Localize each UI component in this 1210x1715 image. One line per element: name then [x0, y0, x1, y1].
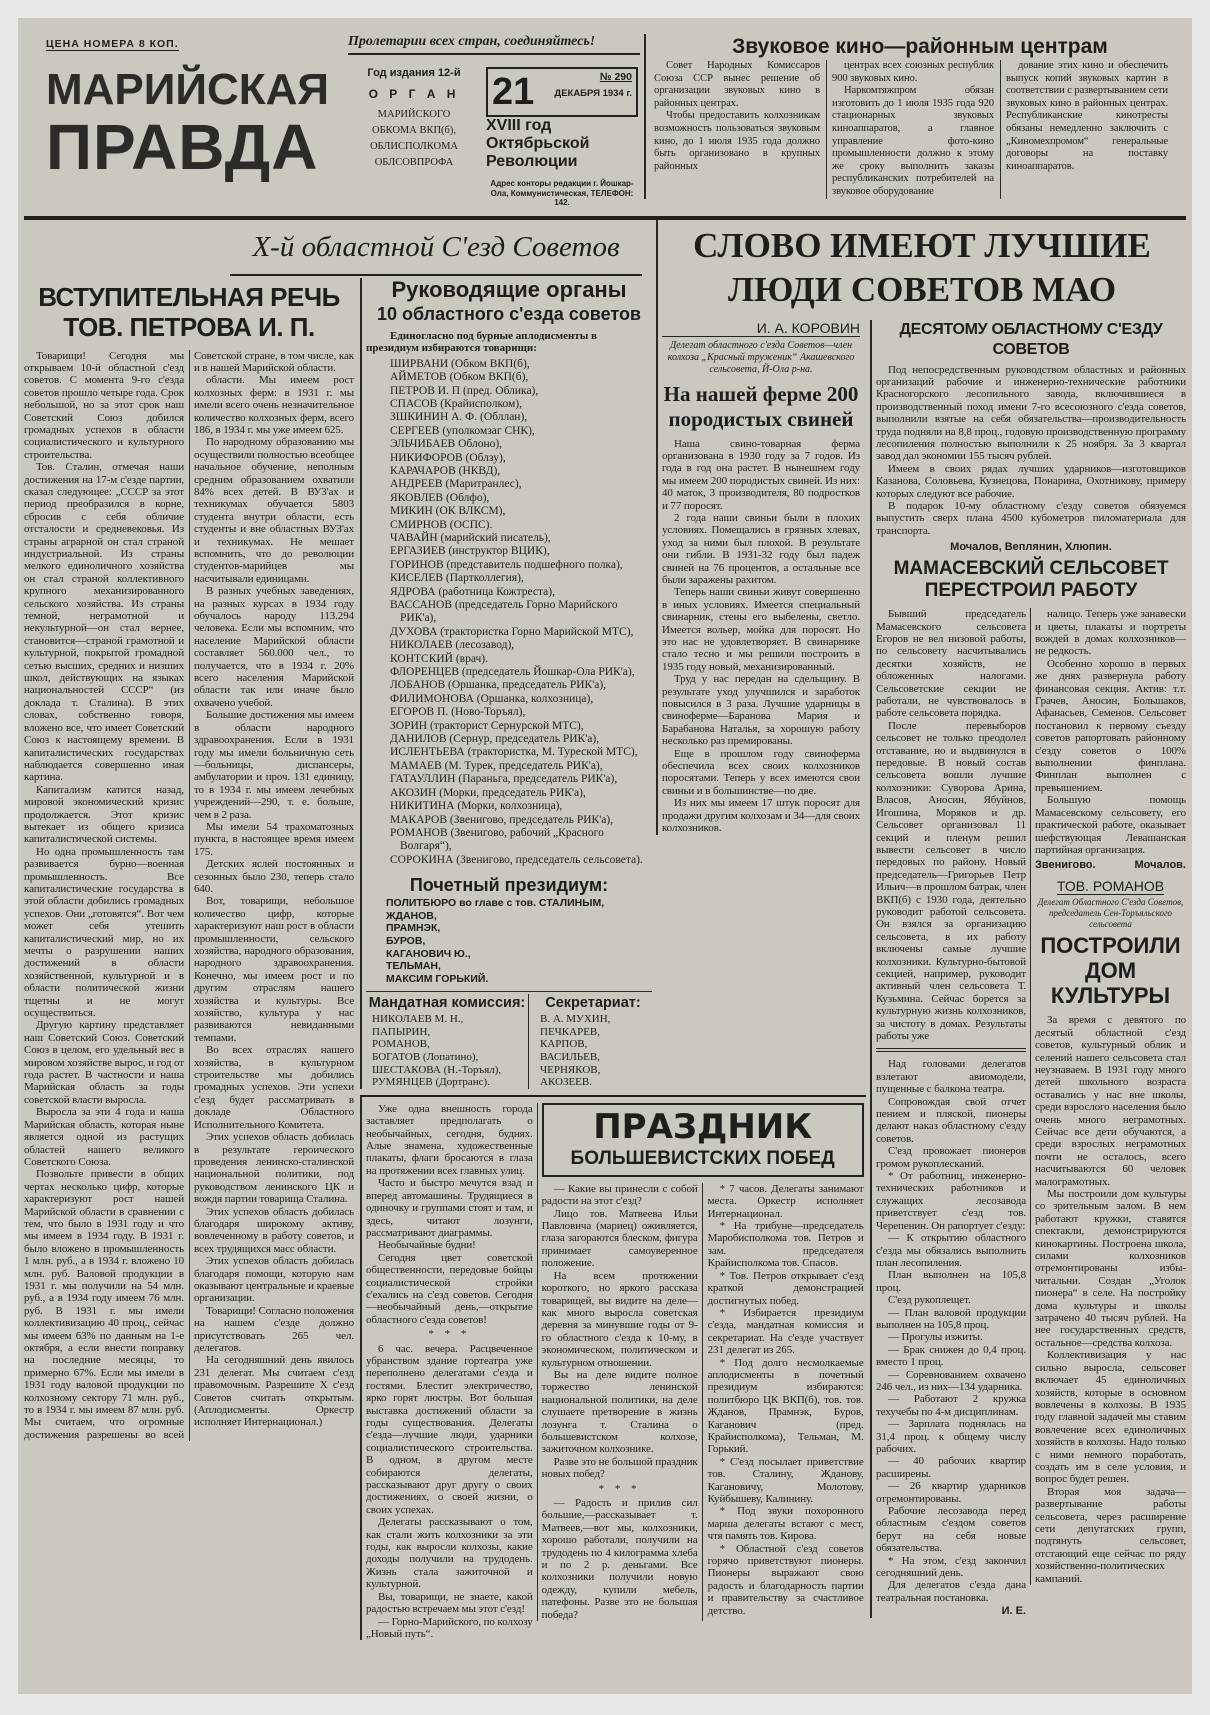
publication-year: Год издания 12-й	[367, 67, 461, 79]
revolution-year: XVIII год Октябрьской Революции	[486, 117, 590, 170]
honorary-presidium-list	[366, 897, 652, 985]
paragraph: Во всех отраслях нашего хозяйства, в культурном строительстве мы добились громадных успехов. Эти успехи с'езд будет рассматривать в докладе Областного Исполнительного Комитета.	[194, 1044, 354, 1131]
paragraph: Уже одна внешность города заставляет предполагать о необычайных, сегодня, буднях. Алые знамена, художественные плакаты, флаги бросаются в глаза на протяжении всех главных улиц.	[366, 1102, 533, 1177]
paragraph: — Горно-Марийского, по колхозу „Новый путь“.	[366, 1615, 533, 1640]
mamasevo-headline-line: МАМАСЕВСКИЙ СЕЛЬСОВЕТ	[893, 558, 1169, 580]
paragraph: План выполнен на 105,8 проц.	[876, 1269, 1026, 1294]
organs-headline	[366, 278, 652, 326]
paragraph: 2 года наши свиньи были в плохих условиях. Помещались в грязных хлевах, уход за ними был плохой. В результате они гибли. В 1931-32 году был падеж свиней на 76 процентов, а остальные все были заражены рахитом.	[662, 511, 860, 586]
paragraph: центрах всех союзных республик 900 звуковых кино.	[832, 60, 994, 84]
paragraph: После перевыборов сельсовет не только преодолел отставание, но и выдвинулся в передовые. В новый состав сельсовета вошли лучшие колхозники: Суворова Арина, Власов, Аносин, Ябуйнов, Игошина, Моряков и др. Сельсовет организовал 11 секций и пленум решил вывести сельсовет в число передовых по району. Новый председатель—Григорьев Петр Ильич—в прошлом батрак, член ВКП(б) с 1930 года, деятельно руководит работой сельсовета. Он взялся за организацию сельсовета, в их работу включены самые лучшие колхозники. Культурно-бытовой секцией, например, руководит активный член сельсовета Т. Кузьмина. Сейчас борется за культурную жизнь колхозников, за чистоту в домах. Результаты работы уже	[876, 719, 1027, 1042]
presidium-member: ЕГОРОВ П. (Ново-Торъял),	[390, 706, 526, 719]
publication-info	[348, 67, 480, 208]
secretariat-title: Секретариат:	[545, 995, 641, 1012]
paragraph: — Работают 2 кружка техучебы по 4-м дисциплинам.	[876, 1393, 1026, 1418]
editorial-address: Адрес конторы редакции г. Йошкар-Ола, Коммунистическая, ТЕЛЕФОН: 142.	[490, 179, 634, 207]
honorary-member: МАКСИМ ГОРЬКИЙ.	[386, 972, 489, 985]
culture-headline	[1035, 933, 1186, 1008]
presidium-member: НИКИФОРОВ (Облзу),	[390, 451, 506, 464]
paragraph: Выросла за эти 4 года и наша Марийская область, которая ныне является одной из растущих областей нашего великого Советского Союза.	[24, 1106, 184, 1168]
organ-label: О Р Г А Н	[368, 87, 460, 101]
presidium-member: КОНТСКИЙ (врач).	[390, 652, 488, 665]
organs-article	[366, 278, 652, 1089]
mandate-commission-list	[366, 1013, 528, 1089]
price-label: ЦЕНА НОМЕРА 8 КОП.	[46, 38, 179, 50]
speech-headline	[24, 282, 354, 342]
holiday-col-1	[542, 1183, 698, 1621]
paragraph: Вот, товарищи, небольшое количество цифр, которые характеризуют наш рост в области промышленности, сельского хозяйства, народного образования, народного здравоохранения. Конечно, мы имеем рост и по другим отраслям нашего хозяйства и культуры. Все хозяйство, культура у нас развиваются невиданными темпами.	[194, 895, 354, 1044]
organs-headline-line: Руководящие органы	[391, 276, 627, 302]
cinema-col-2	[826, 60, 994, 199]
paragraph: Вы, товарищи, не знаете, какой радостью встречаем мы этот с'езд!	[366, 1590, 533, 1616]
congress-banner: Х-й областной С'езд Советов	[230, 228, 642, 276]
paragraph: Еще в прошлом году свиноферма обеспечила всех своих колхозников поросятами. Теперь у всех имеются свои свиньи и в большинстве—по две.	[662, 747, 860, 797]
speech-headline-line: ТОВ. ПЕТРОВА И. П.	[63, 311, 315, 342]
mamasevo-col-1	[876, 608, 1026, 1042]
logo-line-1: МАРИЙСКАЯ	[46, 65, 330, 114]
logo-line-2: ПРАВДА	[46, 111, 319, 183]
presidium-member: ЯДРОВА (работница Кожтреста),	[390, 585, 555, 598]
paragraph: * Избирается президиум с'езда, мандатная комиссия и секретариат. На с'езде участвует 231 делегат из 265.	[707, 1306, 864, 1357]
speech-headline-line: ВСТУПИТЕЛЬНАЯ РЕЧЬ	[38, 281, 340, 312]
culture-headline-line: ПОСТРОИЛИ	[1040, 933, 1181, 959]
paragraph: Особенно хорошо в первых же днях развернула работу финансовая секция. Актив: т.т. Грачев, Аносин, Большаков, Афанасьев, Семенов. Сельсовет постановил к первому съезду советов рапортовать районному с'езду советов о 100% выполнении финплана. Финплан выполнен с превышением.	[1035, 657, 1186, 794]
presidium-member: ЭЛЬЧИБАЕВ Облоно),	[390, 438, 503, 451]
cinema-col-1	[654, 60, 820, 199]
paragraph: Мы имели 54 трахоматозных пункта, в настоящее время имеем 175.	[194, 820, 354, 858]
presidium-member: АНДРЕЕВ (Маритранлес),	[390, 478, 522, 491]
presidium-member: ЗОРИН (тракторист Сернурской МТС),	[390, 719, 584, 732]
secretariat-member: ПЕЧКАРЕВ,	[540, 1025, 601, 1038]
paragraph: * Тов. Петров открывает с'езд краткой демонстрацией достигнутых побед.	[707, 1269, 864, 1307]
presidium-member: ИСЛЕНТЬЕВА (трактористка, М. Туреской МТС),	[390, 746, 638, 759]
culture-body	[1035, 1014, 1186, 1585]
masthead	[24, 34, 1186, 208]
section-divider	[360, 1095, 866, 1640]
paragraph: * Под долго несмолкаемые аплодисменты в почетный президиум избираются: политбюро ЦК ВКП(б), тов. тов. Жданов, Прамнэк, Буров, Каганович (пред. Крайисполкома), Тельман, М. Горький.	[707, 1356, 864, 1456]
mandate-commission-title: Мандатная комиссия:	[368, 995, 526, 1012]
paragraph: На всем протяжении короткого, но яркого рассказа товарищей, вы видите на деле—как много выросла советская деревня за минувшие годы от 9-го областного с'езда к 10-му, в экономическом, политическом и культурном отношении.	[541, 1269, 698, 1369]
secretariat-member: ЧЕРНЯКОВ,	[540, 1063, 601, 1076]
culture-headline-line: КУЛЬТУРЫ	[1050, 983, 1171, 1009]
paragraph: Сегодня цвет советской общественности, передовые бойцы социалистической стройки с'ехались на с'езд советов. Сегодня—необычайный день,—открытие областного с'езда советов!	[366, 1251, 533, 1326]
commission-member: РУМЯНЦЕВ (Дортранс).	[372, 1076, 490, 1089]
paragraph: Тов. Сталин, отмечая наши достижения на 17-м с'езде партии, сказал следующее: „СССР за этот период преобразился в корне, сбросив с себя обличие отсталости и средневековья. Из страны аграрной он стал страной индустриальной. Из страны мелкого единоличного хозяйства он стал страной коллективного крупного механизированного сельского хозяйства. Из страны темной, неграмотной и некультурной—он стал вернее, становится—страной грамотной и культурной, покрытой громадной сетью высших, средних и низших школ, действующих на языках национальностей СССР“ (из доклада т. Сталина). В этих словах, собственно говоря, вложено все, что имеет Советский Союз к настоящему времени. В капиталистических государствах наблюдается совершенно иная картина.	[24, 461, 184, 784]
paragraph: Вы на деле видите полное торжество ленинской национальной политики, на деле слушаете претворение в жизнь лозунга т. Сталина о большевистском колхозе, зажиточном колхознике.	[541, 1368, 698, 1456]
holiday-article	[537, 1103, 866, 1621]
paragraph: Над головами делегатов взлетают авиомодели, пущенные с балкона театра.	[876, 1058, 1026, 1096]
presidium-member: ДАНИЛОВ (Сернур, председатель РИК'а),	[390, 733, 600, 746]
sawmill-signature: Мочалов, Веплянин, Хлюпин.	[950, 541, 1112, 554]
honorary-member: ТЕЛЬМАН,	[386, 960, 441, 973]
paragraph: * С'езд посылает приветствие тов. Сталину, Жданову, Кагановичу, Молотову, Куйбышеву, Калинину.	[707, 1455, 864, 1505]
paragraph: 6 час. вечера. Расцвеченное убранством здание гортеатра уже переполнено делегатами с'езда и гостями. Блестит электричество, ярко горят люстры. Вот большая выставка достижений области за годы существования. Делегаты с'езда—лучшие люди, ударники социалистического строительства. В одном, в другом месте собираются делегаты, рассказывают друг другу о своих достижениях, о своей жизни, о своих успехах.	[366, 1342, 533, 1516]
presidium-member: КИСЕЛЕВ (Партколлегия),	[390, 572, 524, 585]
paragraph: Этих успехов область добилась в результате героического проведения ленинско-сталинской национальной политики, под руководством ленинского ЦК и вождя партии товарища Сталина.	[194, 1131, 354, 1206]
paragraph: С'езд рукоплещет.	[888, 1294, 971, 1307]
presidium-member: ШИРВАНИ (Обком ВКП(б),	[390, 357, 530, 370]
paragraph: * * *	[428, 1328, 471, 1341]
paragraph: области. Мы имеем рост колхозных ферм: в 1931 г. мы имели всего очень незначительное количество колхозных ферм, всего 186, в 1934 г. мы уже имеем 625.	[194, 374, 354, 436]
presidium-member: СМИРНОВ (ОСПС).	[390, 518, 493, 531]
paragraph: — 26 квартир ударников отремонтированы.	[876, 1480, 1026, 1505]
paragraph: Разве это не большой праздник новых побед?	[541, 1455, 698, 1481]
presidium-member: ФИЛИМОНОВА (Оршанка, колхозница),	[390, 692, 594, 705]
holiday-col-2	[708, 1183, 864, 1617]
paragraph: * * *	[598, 1482, 641, 1495]
paragraph: * Областной с'езд советов горячо приветствуют пионеры. Пионеры выражают свою радость и благодарность партии и правительству за счастливое детство.	[707, 1542, 864, 1617]
paragraph: — Брак снижен до 0,4 проц. вместо 1 проц.	[876, 1343, 1026, 1369]
slogan: Пролетарии всех стран, соединяйтесь!	[348, 34, 640, 55]
presidium-member: ЗШКИНИН А. Ф. (Обллан),	[390, 411, 528, 424]
paragraph: Рабочие лесозавода перед областным с'ездом советов берут на себя новые обязательства.	[876, 1505, 1026, 1555]
secretariat-member: АКОЗЕЕВ.	[540, 1076, 592, 1089]
farm-body	[662, 438, 860, 835]
newspaper-page	[18, 18, 1192, 1694]
culture-headline-line: ДОМ	[1084, 958, 1137, 984]
paragraph: * От работниц, инженерно-технических работников и служащих лесозавода приветствует с'езд тов. Черепенин. Он рапортует с'езду:	[876, 1170, 1026, 1232]
paragraph: налицо. Теперь уже занавески и цветы, плакаты и портреты вождей в домах колхозников—не редкость.	[1035, 608, 1186, 658]
honorary-member: ПОЛИТБЮРО во главе с тов. СТАЛИНЫМ,	[386, 897, 605, 910]
paragraph: Имеем в своих рядах лучших ударников—изготовщиков Казанова, Соловьева, Кузнецова, Понарина, Охотникову, примеру которых следуют все рабочие.	[876, 462, 1186, 500]
paragraph: Лицо тов. Матвеева Ильи Павловича (мариец) оживляется, глаза загораются блеском, фигура принимает самоуверенное положение.	[541, 1207, 698, 1270]
honorary-presidium-title: Почетный президиум:	[409, 875, 609, 896]
paragraph: Товарищи! Сегодня мы открываем 10-й областной с'езд советов. С момента 9-го с'езда советов прошло четыре года. Срок небольшой, но за этот срок наш Советский Союз добился громадных успехов в области социалистического и культурного строительства.	[24, 349, 184, 461]
presidium-member: ВАССАНОВ (председатель Горно Марийского РИК'а),	[390, 599, 618, 625]
paragraph: Этих успехов область добилась благодаря широкому активу, вовлеченному в работу советов, и всех трудящихся масс области.	[194, 1205, 354, 1255]
paragraph: — Какие вы принесли с собой радости на этот с'езд?	[541, 1182, 698, 1208]
delegates-body	[876, 1058, 1026, 1604]
paragraph: Под непосредственным руководством областных и районных организаций рабочие и инженерно-технические работники Красногорского лесопильного завода, включившиеся в производственный поход имени 7-го всесоюзного с'езда советов, выполнили взятые на себя обязательства—производительность труда подняли на 8,8 проц., годовую производственную программу лесопиления полностью выполнили к 25 ноября. За 3 квартал завод дал экономии 155 тысяч рублей.	[876, 363, 1186, 463]
presidium-member: КАРАЧАРОВ (НКВД),	[390, 464, 501, 477]
speech-col-2	[194, 374, 354, 1429]
paragraph: Коллективизация у нас сильно выросла, сельсовет включает 45 единоличных хозяйств, которые в основном вовлечены в колхозы. В 1935 году главной задачей мы ставим вовлечение всех единоличных хозяйств в колхозы. Надо только с ними немного поработать, создать им в селе условия, и вопрос будет решен.	[1035, 1349, 1186, 1486]
paragraph: Теперь наши свиньи живут совершенно в иных условиях. Имеется специальный свинарник, стены его выбелены, светло. Имеется вольер, мойка для поросят. Но это нас не удовлетворяет. В свинарнике стало тесно и мы решили построить в 1935 году новый, механизированный.	[662, 586, 860, 673]
farm-author: И. А. КОРОВИН	[662, 320, 860, 337]
paragraph: * Под звуки похоронного марша делегаты встают с мест, чтя память тов. Кирова.	[707, 1505, 864, 1543]
presidium-member: ГОРИНОВ (представитель подшефного полка),	[390, 558, 623, 571]
paragraph: Сопровождая свой отчет пением и пляской, пионеры делают наказ областному с'езду советов.	[876, 1095, 1026, 1145]
paragraph: Но одна промышленность там развивается бурно—военная промышленность. Все капиталистические государства в этой области добились громадных успехов. Они „готовятся“. Вот чем может себя утешить капиталистический мир, но их мечты о разрушении наших достижений в области хозяйственной, культурной и в области политической жизни тщетны и не могут осуществиться.	[24, 845, 184, 1020]
paragraph: Чтобы предоставить колхозникам возможность пользоваться звуковым кино, до 1 июля 1935 года должно быть организовано в крупных районных	[654, 110, 820, 172]
logo-block	[24, 34, 342, 183]
paragraph: С'езд провожает пионеров громом рукоплесканий.	[876, 1145, 1026, 1170]
paragraph: — План валовой продукции выполнен на 105,8 проц.	[876, 1306, 1026, 1331]
presidium-member: СПАСОВ (Крайисполком),	[390, 397, 523, 410]
organ-line: МАРИЙСКОГО	[377, 109, 451, 120]
secretariat-member: В. А. МУХИН,	[540, 1013, 611, 1026]
farm-headline: На нашей ферме 200 породистых свиней	[663, 381, 859, 431]
paragraph: Позвольте привести в общих чертах несколько цифр, которые характеризуют рост нашей Марийской области в сравнении с тем, что было в 1931 году и что мы имеем в 1934 году. В 1931 г. было вложено в промышленность 1 млн. руб., а в 1934 г. вложено 10 млн. руб. Валовой продукции в 1931 г. мы получили на 54 млн. руб., а в 1934 году имеем 76 млн. руб. В 1931 г. мы имели коллективизацию 40 проц., сейчас мы имеем 63% по данным на 1-е октября, а если внести поправку на последние месяцы, то примерно 67%. Если мы имели в 1931 году валовой продукции по колхозному сектору 71 млн. руб., то в 1934 г. мы имеем 87 млн. руб. Мы считаем, что огромные достижения разрешены во всей Советской стране, в том числе, как и в нашей Марийской области.	[24, 349, 354, 1441]
cinema-headline: Звуковое кино—районным центрам	[732, 35, 1108, 58]
paragraph: По народному образованию мы осуществили полностью всеобщее начальное обучение, неполным средним образованием охватили 84% всех детей. В ВУЗ'ах и техникумах обучается 5803 студента внутри области, есть студенты и вне областных ВУЗ'ах и техникумах. Не мешает вспомнить, что до революции студентов-марийцев мы насчитывали единицами.	[194, 436, 354, 585]
farm-author-note: Делегат областного с'езда Советов—член колхоза „Красный труженик“ Акашевского сельсовета, Й-Ола р-на.	[667, 339, 855, 375]
divider	[876, 1048, 1026, 1052]
paragraph: — Прогулы изжиты.	[888, 1331, 983, 1344]
presidium-member: МАМАЕВ (М. Турек, председатель РИК'а),	[390, 759, 603, 772]
holiday-headline: ПРАЗДНИК	[593, 1106, 813, 1147]
honorary-member: ПРАМНЭК,	[386, 922, 441, 935]
cinema-col-3	[1000, 60, 1168, 199]
secretariat-list	[534, 1013, 652, 1089]
mamasevo-signature: Мочалов.	[1134, 859, 1186, 872]
paragraph: — К открытию областного с'езда мы обязались выполнить план лесопиления.	[876, 1232, 1026, 1269]
paragraph: В подарок 10-му областному с'езду советов обязуемся выпустить сверх плана 4500 кубометров пиломатериала для транспорта.	[876, 499, 1186, 537]
paragraph: — Радость и прилив сил большие,—рассказывает т. Матвеев,—вот мы, колхозники, хорошо работали, получили на трудодень по 4 килограмма хлеба и по 2 р. деньгами. Все колхозники получили новую одежду, купили мебель, патефоны. Разве это не большая победа?	[541, 1497, 698, 1621]
presidium-member: ЕРГАЗИЕВ (инструктор ВЦИК),	[390, 545, 550, 558]
paragraph: Для делегатов с'езда дана театральная постановка.	[876, 1579, 1026, 1604]
masthead-middle	[342, 34, 640, 208]
secretariat-member: КАРПОВ,	[540, 1038, 588, 1051]
mamasevo-headline	[876, 558, 1186, 602]
paragraph: Капитализм катится назад, мировой экономический кризис продолжается. Этот кризис вытекает из общего кризиса капиталистической системы.	[24, 783, 184, 846]
date-day: 21	[492, 71, 535, 113]
paragraph: Большие достижения мы имеем в области народного здравоохранения. Если в 1931 году мы имели больничную сеть—больницы, диспансеры, амбулатории и проч. 131 единицу, то в 1934 г. мы имеем лечебных учреждений—290, т. е. больше, чем в 2 раза.	[194, 709, 354, 821]
paragraph: * На трибуне—председатель Маробисполкома тов. Петров и зам. председателя Крайисполкома тов. Спасов.	[707, 1220, 864, 1270]
paragraph: Совет Народных Комиссаров Союза ССР вынес решение об организации звуковых кино в районных центрах.	[654, 60, 820, 109]
paragraph: * 7 часов. Делегаты занимают места. Оркестр исполняет Интернационал.	[707, 1182, 864, 1220]
paragraph: Большую помощь Мамасевскому сельсовету, его практической работе, оказывает шефствующая Левашанская партийная организация.	[1035, 794, 1186, 856]
paragraph: — 40 рабочих квартир расширены.	[876, 1455, 1026, 1480]
mamasevo-col-2	[1035, 608, 1186, 856]
holiday-headline-box	[542, 1103, 864, 1177]
cinema-article	[644, 34, 1186, 199]
paragraph: Другую картину представляет наш Советский Союз. Советский Союз в целом, его удельный вес в мировом хозяйстве вырос, и год от года растет. В частности и наша Марийская область за годы советской власти выросла.	[24, 1019, 184, 1106]
issue-number: № 290	[599, 71, 632, 83]
best-people-headline-line: СЛОВО ИМЕЮТ ЛУЧШИЕ	[693, 225, 1151, 265]
newspaper-logo	[46, 65, 342, 183]
honorary-member: КАГАНОВИЧ Ю.,	[386, 947, 471, 960]
commission-member: РОМАНОВ,	[372, 1038, 430, 1051]
commission-member: НИКОЛАЕВ М. Н.,	[372, 1013, 464, 1026]
organ-line: ОБКОМА ВКП(б),	[371, 125, 457, 136]
paragraph: Часто и быстро мечутся взад и вперед автомашины. Трудящиеся в одиночку и группами стоят и там, и здесь, читают лозунги, рассматривают диаграммы.	[366, 1177, 533, 1239]
paragraph: — Зарплата поднялась на 31,4 проц. к общему числу рабочих.	[876, 1418, 1026, 1455]
commission-member: БОГАТОВ (Лопатино),	[372, 1051, 479, 1064]
paragraph: дование этих кино и обеспечить выпуск копий звуковых картин в соответствии с развертыванием сети звуковых кино в районных центрах. Республиканские кинотресты обязаны немедленно заключить с „Киномехпромом“ генеральные договоры на поставку киноаппаратов.	[1006, 60, 1168, 172]
organ-line: ОБЛИСПОЛКОМА	[369, 141, 459, 152]
paragraph: Этих успехов область добилась благодаря помощи, которую нам оказывают центральные и краевые организации.	[194, 1255, 354, 1305]
mamasevo-headline-line: ПЕРЕСТРОИЛ РАБОТУ	[924, 580, 1138, 602]
paragraph: На сегодняшний день явилось 231 делегат. Мы считаем с'езд правомочным. Разрешите Х с'езд Советов считать открытым. (Аплодисменты. Оркестр исполняет Интернационал.)	[194, 1354, 354, 1429]
delegates-signature: И. Е.	[1001, 1605, 1026, 1618]
presidium-member: НИКИТИНА (Морки, колхозница),	[390, 800, 563, 813]
paragraph: * На этом, с'езд закончил сегодняшний день.	[876, 1554, 1026, 1580]
organ-line: ОБЛСОВПРОФА	[374, 157, 454, 168]
presidium-member: НИКОЛАЕВ (лесозавод),	[390, 639, 515, 652]
presidium-member: АЙМЕТОВ (Обком ВКП(б),	[390, 371, 529, 384]
presidium-member: СЕРГЕЕВ (уполкомзаг СНК),	[390, 424, 535, 437]
paragraph: Бывший председатель Мамасевского сельсовета Егоров не вел низовой работы, по сельсовету насчитывались десятки хозяйств, не обложенных налогами. Сельсоветские секции не работали, не чувствовалось в работе сельсовета порядка.	[876, 608, 1026, 720]
organs-headline-line: 10 областного с'езда советов	[376, 303, 641, 324]
secretariat-member: ВАСИЛЬЕВ,	[540, 1051, 600, 1064]
presidium-member: МАКАРОВ (Звенигово, председатель РИК'а),	[390, 813, 614, 826]
paragraph: Наркомтяжпром обязан изготовить до 1 июля 1935 года 920 стационарных звуковых киноаппаратов, а главное управление фото-кино промышленности должно к этому же сроку выполнить заказы республиканских потребителей на звуковое оборудование	[832, 85, 994, 197]
organs-intro: Единогласно под бурные аплодисменты в президиум избираются товарищи:	[366, 329, 597, 355]
presidium-member: МИКИН (ОК ВЛКСМ),	[390, 505, 506, 518]
presidium-member: СОРОКИНА (Звенигово, председатель сельсовета).	[390, 853, 643, 866]
paragraph: Детских яслей постоянных и сезонных было 230, теперь стало 640.	[194, 858, 354, 895]
paragraph: Из них мы имеем 17 штук поросят для продажи другим колхозам и 34—для своих колхозников.	[662, 797, 860, 835]
paragraph: Мы построили дом культуры со зрительным залом. В нем работают кружки, ставятся спектакли, демонстрируются кинокартины. Построена школа, силами колхозников отремонтированы избы-читальни. Создан „Уголок пионера“ в селе. На постройку дома культуры и школы затрачено 40 тысяч рублей. На нее государственных средств, остальное—средства колхоза.	[1035, 1188, 1186, 1349]
date-month-year: ДЕКАБРЯ 1934 г.	[554, 88, 632, 99]
honorary-member: БУРОВ,	[386, 934, 426, 947]
paragraph: В разных учебных заведениях, на разных курсах в 1934 году обучалось народу 113.294 человека. Если мы вспомним, что население Марийской области составляет 560.000 чел., то получается, что в 1934 г. 20% всего населения Марийской области так или иначе было охвачено учебой.	[194, 585, 354, 709]
culture-author: ТОВ. РОМАНОВ	[1056, 878, 1165, 895]
commission-member: ПАПЫРИН,	[372, 1025, 431, 1038]
presidium-member: ФЛОРЕНЦЕВ (председатель Йошкар-Ола РИК'а),	[390, 666, 635, 679]
presidium-member: ДУХОВА (трактористка Горно Марийской МТС),	[390, 625, 634, 638]
paragraph: — Соревнованием охвачено 246 чел., из них—134 ударника.	[876, 1368, 1026, 1393]
presidium-member: АКОЗИН (Морки, председатель РИК'а),	[390, 786, 586, 799]
paragraph: Делегаты рассказывают о том, как стали жить колхозники за эти годы, как выросли колхозы, какие доходы получили на трудодень. Жизнь стала зажиточной и культурной.	[366, 1516, 533, 1591]
presidium-list	[366, 358, 652, 867]
paragraph: Необычайные будни!	[378, 1239, 476, 1252]
date-box	[486, 67, 638, 117]
mamasevo-place: Звенигово.	[1035, 859, 1096, 872]
presidium-member: ПЕТРОВ И. П (пред. Облика),	[390, 384, 539, 397]
presidium-member: ЧАВАЙН (марийский писатель),	[390, 531, 551, 544]
presidium-member: ЛОБАНОВ (Оршанка, председатель РИК'а),	[390, 679, 607, 692]
honorary-member: ЖДАНОВ,	[386, 909, 437, 922]
culture-author-note: Делегат Областного С'езда Советов, председатель Сен-Торъяльского сельсовета	[1037, 897, 1184, 930]
city-body	[366, 1103, 533, 1640]
paragraph: За время с девятого по десятый областной с'езд советов, культурный облик и селений нашего сельсовета стал неузнаваем. В 1931 году много детей школьного возраста оставались у нас вне школы, среди взрослого населения было очень много неграмотных. Сейчас все дети обучаются, а среди взрослых неграмотных почти не осталось, всего насчитываются 60 человек малограмотных.	[1035, 1014, 1186, 1188]
culture-author-wrap	[1035, 878, 1186, 894]
sawmill-body	[876, 364, 1186, 538]
paragraph: Товарищи! Согласно положения на нашем с'езде должно присутствовать 265 чел. делегатов.	[194, 1304, 354, 1354]
presidium-member: ГАТАУЛЛИН (Параньга, председатель РИК'а),	[390, 773, 618, 786]
holiday-subheadline: БОЛЬШЕВИСТСКИХ ПОБЕД	[570, 1147, 835, 1169]
paragraph: Труд у нас передан на сдельщину. В результате уход улучшился и заработок повысился в 3 раза. Лучшие ударницы в свиноферме—Баранова Мария и Барабанова Наталья, за хорошую работу несколько раз премированы.	[662, 673, 860, 748]
presidium-member: ЯКОВЛЕВ (Облфо),	[390, 491, 490, 504]
paragraph: Вторая моя задача—развертывание работы сельсовета, через расширение сети депутатских групп, подтянуть сельсовет, отстающий еще сейчас по ряду хозяйственно-политических кампаний.	[1035, 1485, 1186, 1585]
paragraph: Наша свино-товарная ферма организована в 1930 году за 7 годов. Из года в год она растет. В нынешнем году мы имеем 200 породистых свиней. Из них: 40 маток, 3 производителя, 80 подростков и 77 поросят.	[662, 437, 860, 512]
best-people-headline-line: ЛЮДИ СОВЕТОВ МАО	[727, 269, 1117, 309]
sawmill-headline: ДЕСЯТОМУ ОБЛАСТНОМУ С'ЕЗДУ СОВЕТОВ	[899, 320, 1163, 358]
presidium-member: РОМАНОВ (Звенигово, рабочий „Красного Волгаря“),	[390, 826, 604, 853]
commission-member: ШЕСТАКОВА (Н.-Торъял),	[372, 1063, 502, 1076]
